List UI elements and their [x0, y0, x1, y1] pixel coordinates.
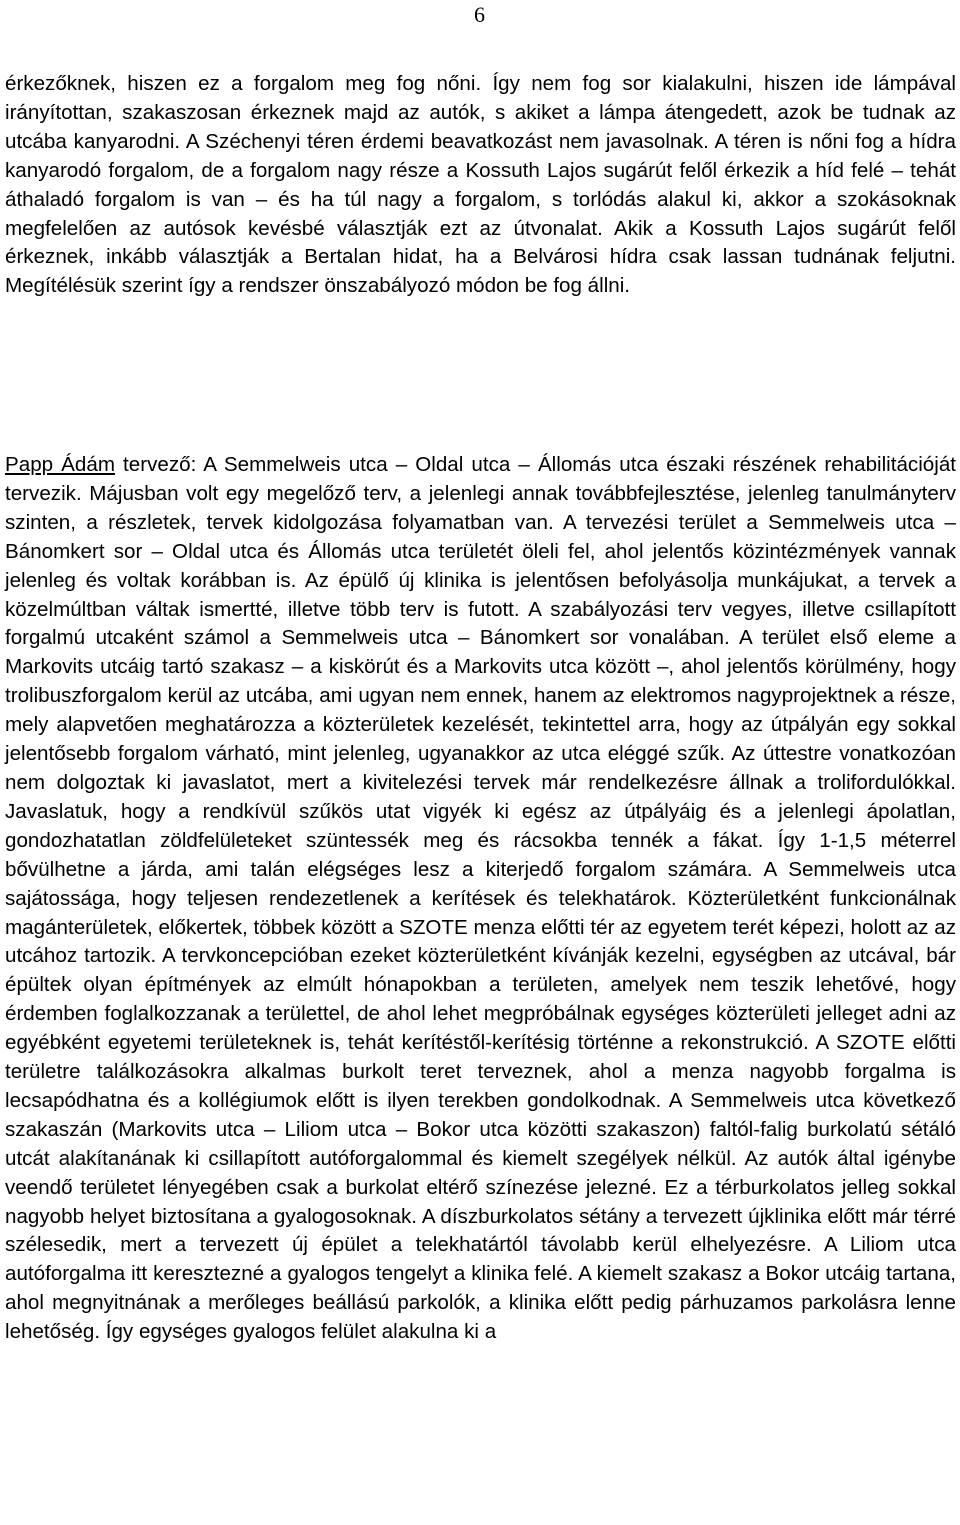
- speaker-name: Papp Ádám: [5, 453, 115, 476]
- page-number: 6: [474, 2, 485, 27]
- paragraph-traffic-szechenyi: érkezőknek, hiszen ez a forgalom meg fog nőni. Így nem fog sor kialakulni, hiszen ide lámpával irányítottan, szakaszosan érkeznek majd az autók, s akiket a lámpa átengedett, azok be tudnak az utcába kanyarodni. A Széchenyi téren érdemi beavatkozást nem javasolnak. A téren is nőni fog a hídra kanyarodó forgalom, de a forgalom nagy része a Kossuth Lajos sugárút felől érkezik a híd felé – tehát áthaladó forgalom is van – és ha túl nagy a forgalom, s torlódás alakul ki, akkor a szokásoknak megfelelően az autósok kevésbé választják ezt az útvonalat. Akik a Kossuth Lajos sugárút felől érkeznek, inkább választják a Bertalan hidat, ha a Belvárosi hídra csak lassan tudnának feljutni. Megítélésük szerint így a rendszer önszabályozó módon be fog állni.: [5, 72, 956, 298]
- paragraph-body: tervező: A Semmelweis utca – Oldal utca – Állomás utca északi részének rehabilitációját tervezik. Májusban volt egy megelőző terv, a jelenlegi annak továbbfejlesztése, jelenleg tanulmányterv szinten, a részletek, tervek kidolgozása folyamatban van. A tervezési terület a Semmelweis utca – Bánomkert sor – Oldal utca és Állomás utca területét öleli fel, ahol jelentős közintézmények vannak jelenleg és voltak korábban is. Az épülő új klinika is jelentősen befolyásolja munkájukat, a tervek a közelmúltban váltak ismertté, illetve több terv is futott. A szabályozási terv vegyes, illetve csillapított forgalmú utcaként számol a Semmelweis utca – Bánomkert sor vonalában. A terület első eleme a Markovits utcáig tartó szakasz – a kiskörút és a Markovits utca között –, ahol jelentős körülmény, hogy trolibuszforgalom kerül az utcába, ami ugyan nem ennek, hanem az elektromos nagyprojektnek a része, mely alapvetően meghatározza a közterületek kezelését, tekintettel arra, hogy az útpályán egy sokkal jelentősebb forgalom várható, mint jelenleg, ugyanakkor az utca eléggé szűk. Az úttestre vonatkozóan nem dolgoztak ki javaslatot, mert a kivitelezési tervek már rendelkezésre állnak a trolifordulókkal. Javaslatuk, hogy a rendkívül szűkös utat vigyék ki egész az útpályáig és a jelenlegi ápolatlan, gondozhatatlan zöldfelületeket szüntessék meg és rácsokba tennék a fákat. Így 1-1,5 méterrel bővülhetne a járda, ami talán elégséges lesz a kiterjedő forgalom számára. A Semmelweis utca sajátossága, hogy teljesen rendezetlenek a kerítések és telekhatárok. Közterületként funkcionálnak magánterületek, előkertek, többek között a SZOTE menza előtti tér az egyetem terét képezi, holott az az utcához tartozik. A tervkoncepcióban ezeket közterületként kívánják kezelni, egységben az utcával, bár épültek olyan építmények az elmúlt hónapokban a területen, amelyek nem teszik lehetővé, hogy érdemben foglalkozzanak a területtel, de ahol lehet megpróbálnak egységes közterületi jelleget adni az egyébként egyetemi területeknek is, tehát kerítéstől-kerítésig történne a rekonstrukció. A SZOTE előtti területre találkozásokra alkalmas burkolt teret terveznek, ahol a menza nagyobb forgalma is lecsapódhatna és a kollégiumok előtt is ilyen terekben gondolkodnak. A Semmelweis utca következő szakaszán (Markovits utca – Liliom utca – Bokor utca közötti szakaszon) faltól-falig burkolatú sétáló utcát alakítanának ki csillapított autóforgalommal és kiemelt szegélyek nélkül. Az autók által igénybe veendő területet lényegében csak a burkolat eltérő színezése jelezné. Ez a térburkolatos jelleg sokkal nagyobb helyet biztosítana a gyalogosoknak. A díszburkolatos sétány a tervezett újklinika előtt már térré szélesedik, mert a tervezett új épület a telekhatártól távolabb kerül elhelyezésre. A Liliom utca autóforgalma itt keresztezné a gyalogos tengelyt a klinika felé. A kiemelt szakasz a Bokor utcáig tartana, ahol megnyitnának a merőleges beállású parkolók, a klinika előtt pedig párhuzamos parkolásra lenne lehetőség. Így egységes gyalogos felület alakulna ki a: [5, 453, 957, 1344]
- paragraph-papp-adam: [5, 451, 956, 1347]
